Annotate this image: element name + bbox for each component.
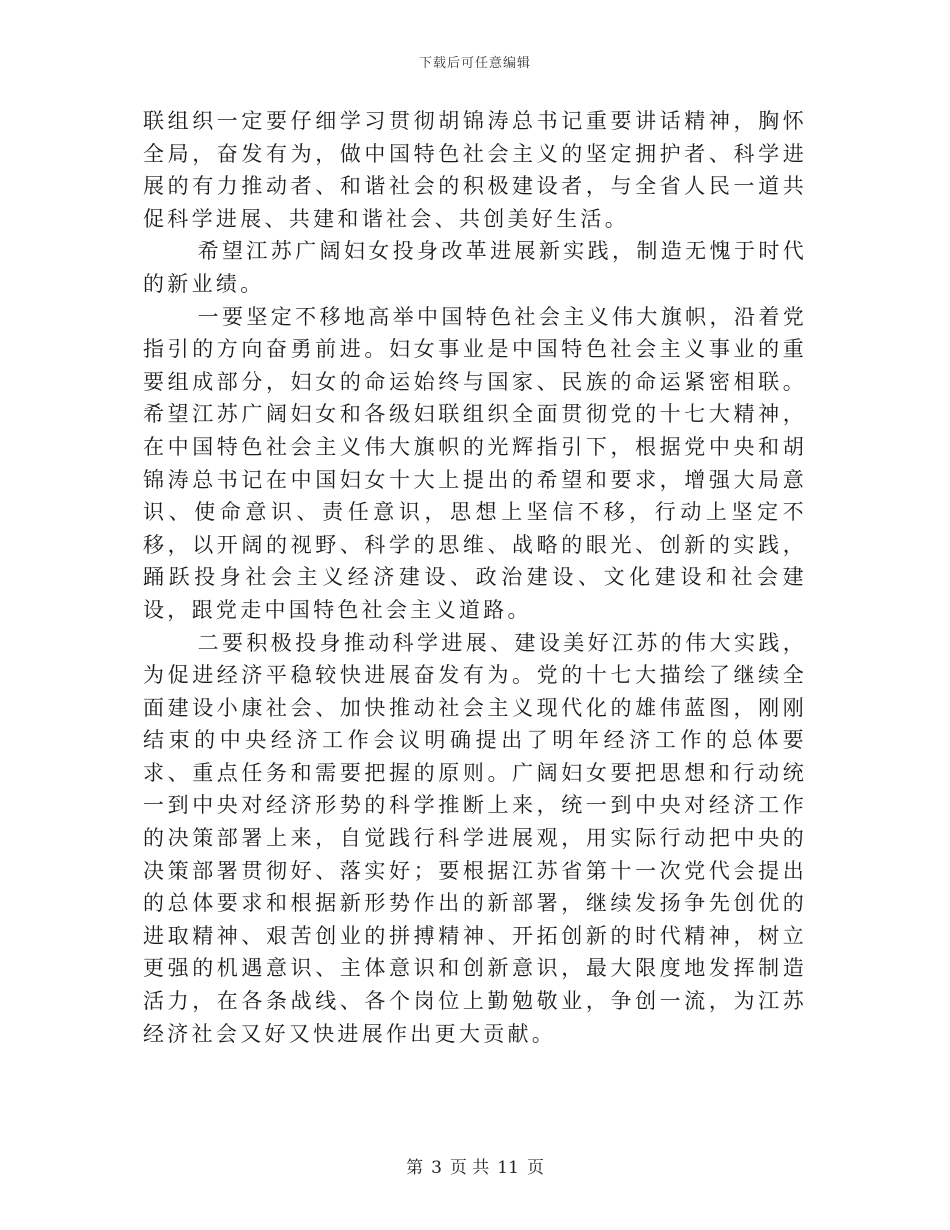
paragraph-3: 一要坚定不移地高举中国特色社会主义伟大旗帜，沿着党指引的方向奋勇前进。妇女事业是中国特色社会主义事业的重要组成部分，妇女的命运始终与国家、民族的命运紧密相联。希望江苏广阔妇女和各级妇联组织全面贯彻党的十七大精神，在中国特色社会主义伟大旗帜的光辉指引下，根据党中央和胡锦涛总书记在中国妇女十大上提出的希望和要求，增强大局意识、使命意识、责任意识，思想上坚信不移，行动上坚定不移，以开阔的视野、科学的思维、战略的眼光、创新的实践，踊跃投身社会主义经济建设、政治建设、文化建设和社会建设，跟党走中国特色社会主义道路。: [143, 304, 807, 622]
document-body: [143, 105, 807, 1050]
footer-suffix: 页: [526, 1158, 544, 1178]
footer-prefix: 第: [406, 1158, 424, 1178]
paragraph-2: 希望江苏广阔妇女投身改革进展新实践，制造无愧于时代的新业绩。: [143, 239, 807, 296]
footer-middle: 页 共: [449, 1158, 490, 1178]
paragraph-4: 二要积极投身推动科学进展、建设美好江苏的伟大实践，为促进经济平稳较快进展奋发有为。党的十七大描绘了继续全面建设小康社会、加快推动社会主义现代化的雄伟蓝图，刚刚结束的中央经济工作会议明确提出了明年经济工作的总体要求、重点任务和需要把握的原则。广阔妇女要把思想和行动统一到中央对经济形势的科学推断上来，统一到中央对经济工作的决策部署上来，自觉践行科学进展观，用实际行动把中央的决策部署贯彻好、落实好；要根据江苏省第十一次党代会提出的总体要求和根据新形势作出的新部署，继续发扬争先创优的进取精神、艰苦创业的拼搏精神、开拓创新的时代精神，树立更强的机遇意识、主体意识和创新意识，最大限度地发挥制造活力，在各条战线、各个岗位上勤勉敬业，争创一流，为江苏经济社会又好又快进展作出更大贡献。: [143, 630, 807, 1046]
total-pages-number: 11: [497, 1158, 519, 1178]
paragraph-1: 联组织一定要仔细学习贯彻胡锦涛总书记重要讲话精神，胸怀全局，奋发有为，做中国特色社会主义的坚定拥护者、科学进展的有力推动者、和谐社会的积极建设者，与全省人民一道共促科学进展、共建和谐社会、共创美好生活。: [143, 109, 807, 231]
current-page-number: 3: [431, 1158, 442, 1178]
page-footer: [0, 1153, 950, 1178]
page-header-note: 下载后可任意编辑: [418, 56, 531, 71]
